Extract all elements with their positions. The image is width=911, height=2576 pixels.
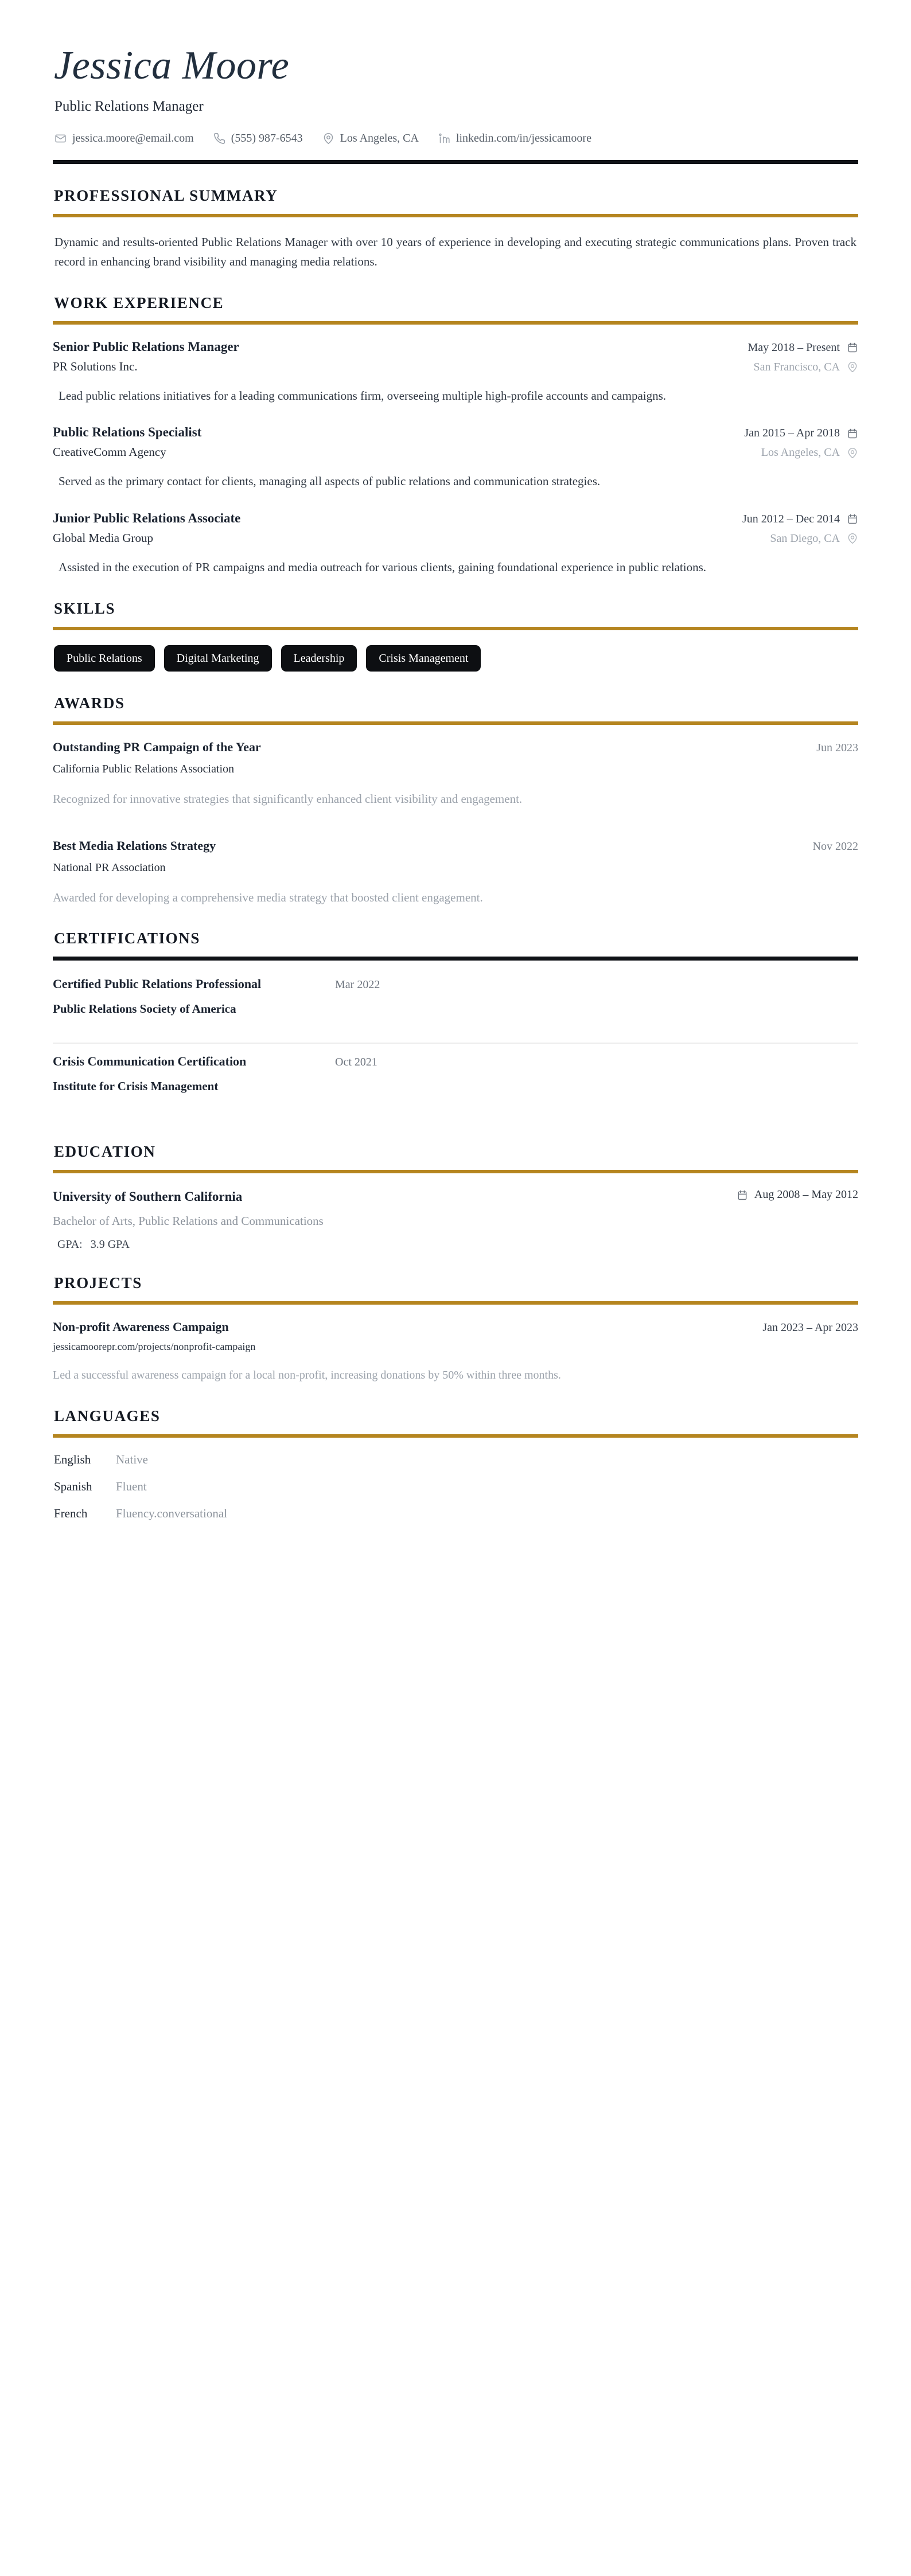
project-url[interactable]: jessicamoorepr.com/projects/nonprofit-campaign <box>53 1341 256 1353</box>
skill-pill: Digital Marketing <box>164 645 272 672</box>
award-name: Best Media Relations Strategy <box>53 838 216 853</box>
phone-icon <box>213 132 225 145</box>
contact-location-text: Los Angeles, CA <box>340 131 419 145</box>
education-dates-text: Aug 2008 – May 2012 <box>754 1188 858 1201</box>
certification-name: Certified Public Relations Professional <box>53 977 262 992</box>
education-gpa <box>57 1238 858 1251</box>
award-date: Nov 2022 <box>812 840 858 853</box>
location-icon <box>847 361 858 373</box>
language-row <box>54 1480 858 1494</box>
experience-role: Public Relations Specialist <box>53 425 202 440</box>
experience-dates <box>744 427 858 440</box>
candidate-headline: Public Relations Manager <box>54 98 204 114</box>
experience-location <box>761 446 858 459</box>
language-row <box>54 1453 858 1467</box>
experience-dates <box>742 513 858 526</box>
contact-email-text: jessica.moore@email.com <box>72 131 194 145</box>
education-school: University of Southern California <box>53 1189 243 1204</box>
contact-phone-text: (555) 987-6543 <box>231 131 303 145</box>
education-dates <box>737 1188 858 1201</box>
experience-entry <box>53 339 858 406</box>
education-degree: Bachelor of Arts, Public Relations and Communications <box>53 1213 324 1228</box>
experience-dates-text: May 2018 – Present <box>748 341 840 354</box>
email-icon <box>54 132 67 145</box>
skill-pill: Public Relations <box>54 645 155 672</box>
experience-description: Served as the primary contact for clients, managing all aspects of public relations and communication strategies. <box>59 474 601 489</box>
section-education <box>53 1143 858 1251</box>
calendar-icon <box>847 513 858 525</box>
experience-company: CreativeComm Agency <box>53 445 166 459</box>
language-name: English <box>54 1453 91 1467</box>
award-description: Recognized for innovative strategies that significantly enhanced client visibility and engagement. <box>53 792 523 806</box>
experience-description: Assisted in the execution of PR campaigns and media outreach for various clients, gaining foundational experience in public relations. <box>59 560 707 574</box>
skill-pill: Crisis Management <box>366 645 481 672</box>
award-date: Jun 2023 <box>816 741 858 755</box>
calendar-icon <box>737 1189 748 1201</box>
certification-date: Oct 2021 <box>335 1056 377 1069</box>
experience-entry <box>53 425 858 491</box>
location-icon <box>847 533 858 544</box>
experience-company: Global Media Group <box>53 530 153 545</box>
project-entry <box>53 1320 858 1384</box>
linkedin-icon <box>438 132 450 145</box>
skill-pill: Leadership <box>281 645 357 672</box>
certification-entry <box>53 1044 858 1120</box>
project-description: Led a successful awareness campaign for a local non-profit, increasing donations by 50% within three months. <box>53 1369 561 1382</box>
section-title-projects: PROJECTS <box>54 1274 142 1292</box>
skill-list <box>54 645 858 672</box>
resume-header <box>53 45 858 164</box>
section-divider-certifications <box>53 957 858 961</box>
location-icon <box>322 132 334 145</box>
experience-location-text: San Diego, CA <box>770 532 840 545</box>
education-gpa-value: 3.9 GPA <box>90 1238 130 1251</box>
certification-date: Mar 2022 <box>335 978 380 992</box>
section-title-experience: WORK EXPERIENCE <box>54 294 224 311</box>
section-projects <box>53 1274 858 1384</box>
section-title-languages: LANGUAGES <box>54 1407 161 1425</box>
certification-entry <box>53 966 858 1043</box>
contact-location <box>322 132 419 145</box>
section-work-experience <box>53 294 858 577</box>
award-issuer: National PR Association <box>53 861 166 874</box>
project-dates: Jan 2023 – Apr 2023 <box>762 1321 858 1334</box>
award-issuer: California Public Relations Association <box>53 763 235 776</box>
award-name: Outstanding PR Campaign of the Year <box>53 740 261 755</box>
experience-location-text: San Francisco, CA <box>753 360 840 373</box>
certification-issuer: Institute for Crisis Management <box>53 1079 219 1094</box>
page-bottom-spacer <box>53 1521 858 1842</box>
education-entry <box>53 1188 858 1251</box>
candidate-name: Jessica Moore <box>54 44 290 88</box>
section-certifications <box>53 930 858 1120</box>
language-list <box>54 1453 858 1521</box>
language-level: Fluent <box>116 1480 147 1494</box>
language-name: Spanish <box>54 1480 92 1494</box>
certification-name: Crisis Communication Certification <box>53 1054 247 1069</box>
section-title-awards: AWARDS <box>54 694 125 712</box>
contact-linkedin[interactable] <box>438 132 591 145</box>
award-description: Awarded for developing a comprehensive media strategy that boosted client engagement. <box>53 890 483 904</box>
experience-role: Junior Public Relations Associate <box>53 510 241 525</box>
language-level: Native <box>116 1453 148 1467</box>
experience-role: Senior Public Relations Manager <box>53 339 239 354</box>
calendar-icon <box>847 428 858 439</box>
summary-text: Dynamic and results-oriented Public Relations Manager with over 10 years of experience in developing and executing strategic communications plans. Proven track record in enhancing brand visibility and managing media relations. <box>54 235 857 268</box>
language-row <box>54 1506 858 1521</box>
calendar-icon <box>847 342 858 353</box>
language-level: Fluency.conversational <box>116 1506 227 1521</box>
experience-entry <box>53 511 858 577</box>
section-languages <box>53 1407 858 1521</box>
experience-dates-text: Jun 2012 – Dec 2014 <box>742 512 840 525</box>
section-skills <box>53 600 858 672</box>
award-entry <box>53 838 858 907</box>
experience-location <box>770 532 858 545</box>
header-divider <box>53 160 858 164</box>
experience-description: Lead public relations initiatives for a leading communications firm, overseeing multiple high-profile accounts and campaigns. <box>59 388 667 403</box>
location-icon <box>847 447 858 459</box>
section-title-certifications: CERTIFICATIONS <box>54 930 200 947</box>
project-name: Non-profit Awareness Campaign <box>53 1320 229 1334</box>
contact-row <box>54 132 858 145</box>
experience-dates-text: Jan 2015 – Apr 2018 <box>744 427 840 440</box>
contact-email[interactable] <box>54 132 194 145</box>
contact-linkedin-text: linkedin.com/in/jessicamoore <box>456 131 591 145</box>
education-gpa-label: GPA: <box>57 1238 83 1251</box>
certification-issuer: Public Relations Society of America <box>53 1002 236 1016</box>
language-name: French <box>54 1506 88 1521</box>
experience-location <box>753 361 858 374</box>
section-title-education: EDUCATION <box>54 1143 156 1161</box>
experience-company: PR Solutions Inc. <box>53 359 138 373</box>
award-entry <box>53 740 858 809</box>
section-title-summary: PROFESSIONAL SUMMARY <box>54 186 278 204</box>
section-awards <box>53 694 858 907</box>
section-professional-summary <box>53 187 858 271</box>
section-title-skills: SKILLS <box>54 600 116 618</box>
contact-phone[interactable] <box>213 132 303 145</box>
experience-dates <box>748 341 858 354</box>
experience-location-text: Los Angeles, CA <box>761 446 840 459</box>
